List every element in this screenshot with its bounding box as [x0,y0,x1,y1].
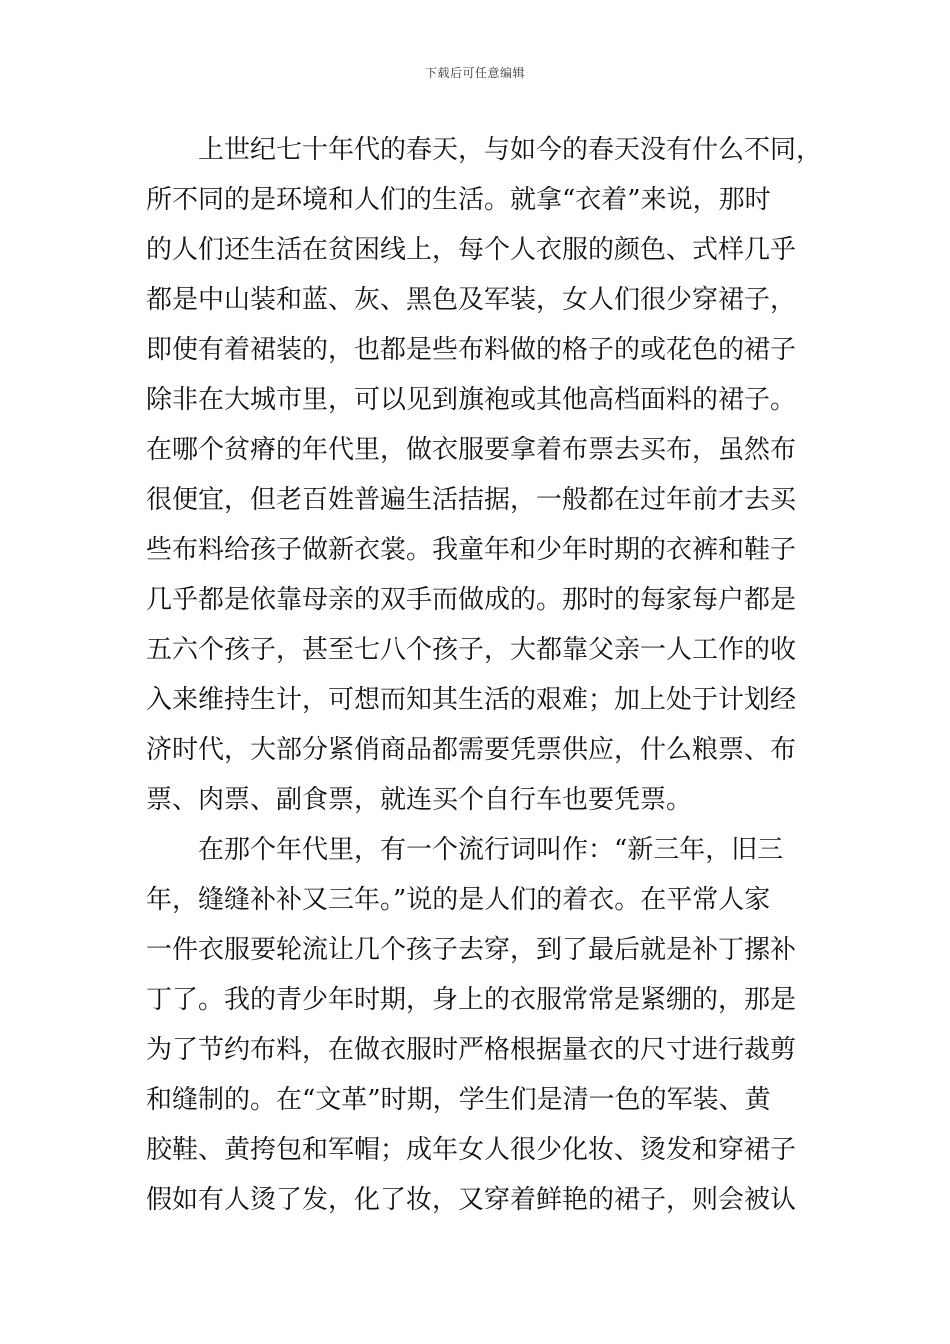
text-line: 丁了。我的青少年时期，身上的衣服常常是紧绷的，那是 [146,985,797,1015]
text-line: 即使有着裙装的，也都是些布料做的格子的或花色的裙子 [146,335,797,365]
text-line: 为了节约布料，在做衣服时严格根据量衣的尺寸进行裁剪 [146,1035,797,1065]
paragraph-2 [146,825,826,1225]
text-line: 在哪个贫瘠的年代里，做衣服要拿着布票去买布，虽然布 [146,435,797,465]
document-body [146,125,826,1225]
text-line: 都是中山装和蓝、灰、黑色及军装，女人们很少穿裙子， [146,285,797,315]
text-line: 年，缝缝补补又三年。”说的是人们的着衣。在平常人家 [146,885,771,915]
text-line: 一件衣服要轮流让几个孩子去穿，到了最后就是补丁摞补 [146,935,797,965]
paragraph-1 [146,125,826,825]
text-line: 些布料给孩子做新衣裳。我童年和少年时期的衣裤和鞋子 [146,535,797,565]
text-line: 除非在大城市里，可以见到旗袍或其他高档面料的裙子。 [146,385,797,415]
text-line: 上世纪七十年代的春天，与如今的春天没有什么不同， [198,135,823,165]
text-line: 假如有人烫了发，化了妆，又穿着鲜艳的裙子，则会被认 [146,1185,797,1215]
text-line: 入来维持生计，可想而知其生活的艰难；加上处于计划经 [146,685,797,715]
text-line: 五六个孩子，甚至七八个孩子，大都靠父亲一人工作的收 [146,635,797,665]
text-line: 济时代，大部分紧俏商品都需要凭票供应，什么粮票、布 [146,735,797,765]
text-line: 的人们还生活在贫困线上，每个人衣服的颜色、式样几乎 [146,235,797,265]
text-line: 所不同的是环境和人们的生活。就拿“衣着”来说，那时 [146,185,771,215]
text-line: 胶鞋、黄挎包和军帽；成年女人很少化妆、烫发和穿裙子 [146,1135,797,1165]
page-header: 下载后可任意编辑 [424,66,525,80]
text-line: 和缝制的。在“文革”时期，学生们是清一色的军装、黄 [146,1085,771,1115]
text-line: 几乎都是依靠母亲的双手而做成的。那时的每家每户都是 [146,585,797,615]
text-line: 很便宜，但老百姓普遍生活拮据，一般都在过年前才去买 [146,485,797,515]
text-line: 票、肉票、副食票，就连买个自行车也要凭票。 [146,785,693,815]
text-line: 在那个年代里，有一个流行词叫作：“新三年，旧三 [198,835,784,865]
